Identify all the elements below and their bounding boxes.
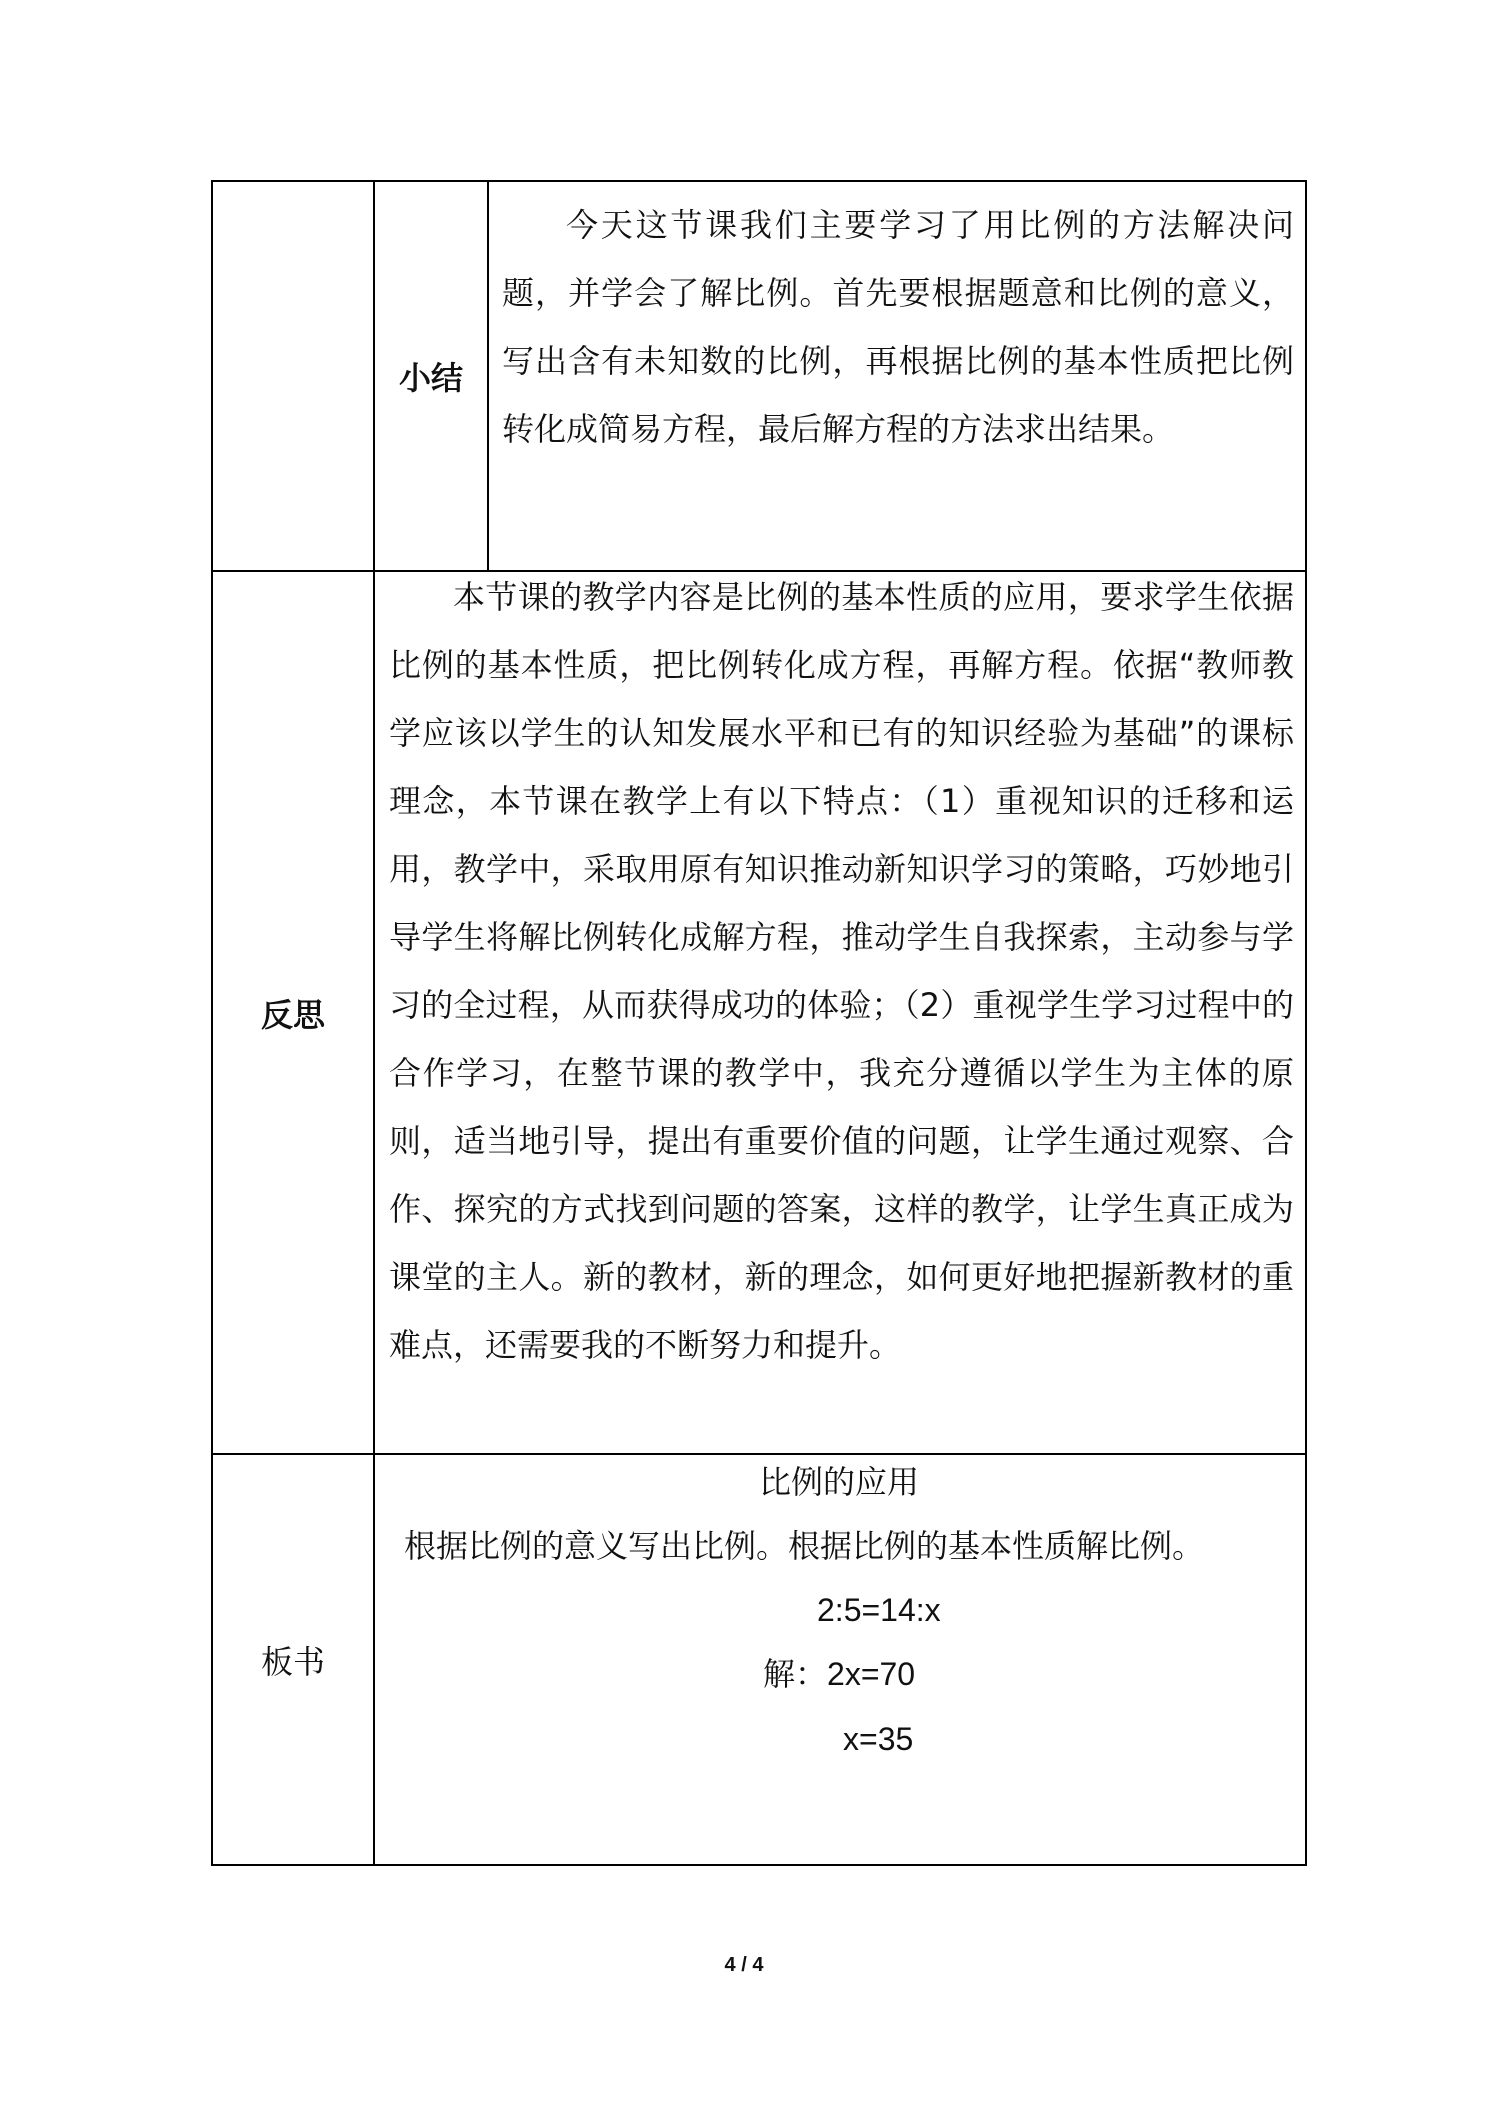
- board-label: 板书: [260, 1642, 325, 1681]
- solution-prefix: 解：: [763, 1655, 828, 1693]
- board-equation: 2:5=14:x: [817, 1592, 941, 1628]
- board-solution: [763, 1654, 915, 1694]
- board-title: 比例的应用: [759, 1463, 920, 1501]
- table-border-bottom: [211, 1864, 1307, 1866]
- solution-equation: 2x=70: [827, 1656, 916, 1692]
- summary-label: 小结: [398, 359, 463, 397]
- row-divider-2: [211, 1453, 1307, 1455]
- page-number: 4 / 4: [724, 1954, 764, 1976]
- reflection-label: 反思: [260, 995, 325, 1034]
- summary-inner-divider: [487, 180, 489, 572]
- reflection-text: 本节课的教学内容是比例的基本性质的应用，要求学生依据比例的基本性质，把比例转化成方程，再解方程。依据“教师教学应该以学生的认知发展水平和已有的知识经验为基础”的课标理念，本节课在教学上有以下特点：（1）重视知识的迁移和运用，教学中，采取用原有知识推动新知识学习的策略，巧妙地引导学生将解比例转化成解方程，推动学生自我探索，主动参与学习的全过程，从而获得成功的体验；（2）重视学生学习过程中的合作学习，在整节课的教学中，我充分遵循以学生为主体的原则，适当地引导，提出有重要价值的问题，让学生通过观察、合作、探究的方式找到问题的答案，这样的教学，让学生真正成为课堂的主人。新的教材，新的理念，如何更好地把握新教材的重难点，还需要我的不断努力和提升。: [389, 578, 1294, 1364]
- table-border-right: [1305, 180, 1307, 1866]
- summary-text: 今天这节课我们主要学习了用比例的方法解决问题，并学会了解比例。首先要根据题意和比例的意义，写出含有未知数的比例，再根据比例的基本性质把比例转化成简易方程，最后解方程的方法求出结果。: [502, 206, 1294, 448]
- board-line: 根据比例的意义写出比例。根据比例的基本性质解比例。: [404, 1527, 1205, 1565]
- board-result: x=35: [843, 1721, 914, 1757]
